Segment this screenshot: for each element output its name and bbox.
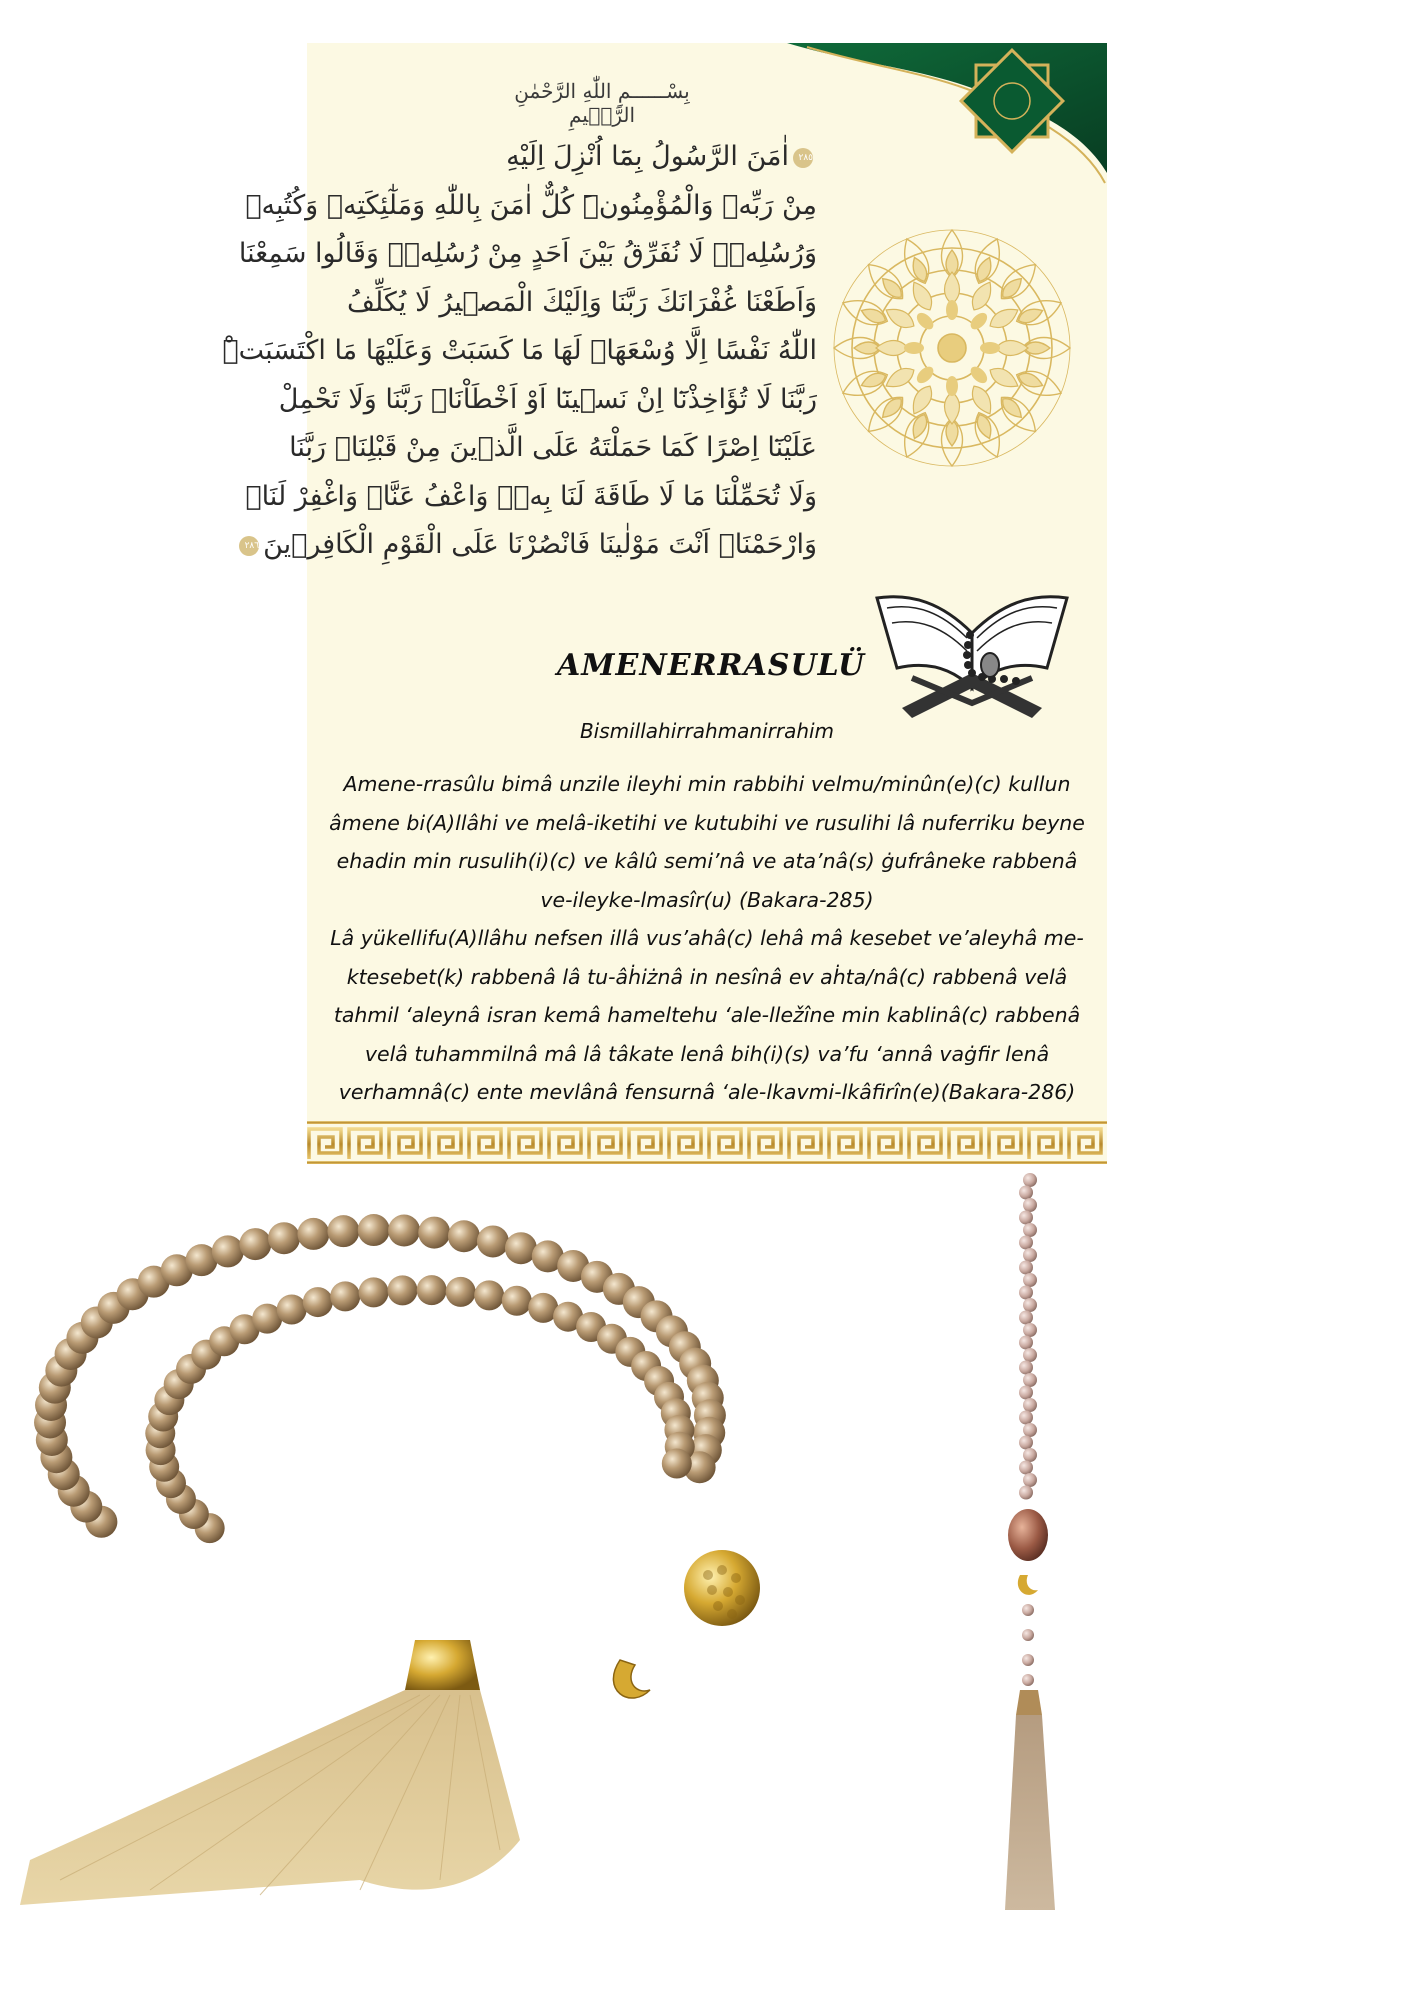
transliteration-line: tahmil ‘aleynâ isran kemâ hameltehu ‘ale-lležîne min kablinâ(c) rabbenâ — [333, 1003, 1081, 1027]
bead — [1019, 1361, 1033, 1375]
bead — [477, 1225, 509, 1257]
bead — [1022, 1629, 1034, 1641]
bead — [1023, 1423, 1037, 1437]
verse-marker: ٢٨٦ — [239, 536, 259, 556]
arabic-line: رَبَّنَا لَا تُؤَاخِذْنَٓا اِنْ نَس۪ينَٓا اَوْ اَخْطَاْنَاۚ رَبَّنَا وَلَا تَحْمِلْ — [278, 383, 817, 415]
bead — [1022, 1604, 1034, 1616]
bead — [388, 1275, 418, 1305]
basmala-heading: بِسْــــــمِ اللّٰهِ الرَّحْمٰنِ الرَّح۪يمِ — [514, 79, 690, 127]
arabic-line: مِنْ رَبِّه۪ وَالْمُؤْمِنُونَۜ كُلٌّ اٰمَنَ بِاللّٰهِ وَمَلٰٓئِكَتِه۪ وَكُتُبِه۪ — [245, 189, 817, 221]
hanging-bead-strand — [1019, 1173, 1037, 1686]
bead — [502, 1286, 532, 1316]
bead — [448, 1220, 480, 1252]
transliteration-line: verhamnâ(c) ente mevlânâ fensurnâ ‘ale-lkavmi-lkâfirîn(e)(Bakara-286) — [338, 1080, 1076, 1104]
bead — [327, 1215, 359, 1247]
bead — [330, 1281, 360, 1311]
arabic-line: وَاَطَعْنَا غُفْرَانَكَ رَبَّنَا وَاِلَيْكَ الْمَص۪يرُ لَا يُكَلِّفُ — [347, 286, 817, 318]
bead — [359, 1277, 389, 1307]
arabic-line: ٢٨٥اٰمَنَ الرَّسُولُ بِمَٓا اُنْزِلَ اِلَيْهِ — [506, 141, 813, 172]
hanging-prayer-beads-photo — [990, 1170, 1110, 1930]
bead — [1023, 1273, 1037, 1287]
bead — [1023, 1298, 1037, 1312]
gold-greek-key-border — [307, 1121, 1107, 1164]
bead — [1019, 1461, 1033, 1475]
gold-mandala-ornament — [827, 223, 1077, 473]
arabic-line: وَارْحَمْنَاࣞ اَنْتَ مَوْلٰينَا فَانْصُرْنَا عَلَى الْقَوْمِ الْكَافِر۪ينَ٢٨٦ — [347, 521, 817, 570]
bead — [474, 1280, 504, 1310]
bead — [662, 1448, 692, 1478]
bead — [277, 1295, 307, 1325]
bead — [1023, 1398, 1037, 1412]
bead — [1023, 1348, 1037, 1362]
bead — [1023, 1173, 1037, 1187]
transliteration-line: ktesebet(k) rabbenâ lâ tu-âḣiżnâ in nesînâ ev aḣta/nâ(c) rabbenâ velâ — [346, 964, 1068, 989]
bead — [1019, 1311, 1033, 1325]
bead — [1023, 1198, 1037, 1212]
bead — [1023, 1223, 1037, 1237]
bead — [1019, 1236, 1033, 1250]
bead — [1019, 1336, 1033, 1350]
bead — [1022, 1674, 1034, 1686]
bead — [1023, 1248, 1037, 1262]
bead — [1019, 1286, 1033, 1300]
bead — [1019, 1186, 1033, 1200]
arabic-text-block — [222, 133, 817, 570]
bead — [388, 1215, 420, 1247]
bead — [1023, 1473, 1037, 1487]
bead — [1022, 1654, 1034, 1666]
arabic-line: عَلَيْنَٓا اِصْرًا كَمَا حَمَلْتَهُ عَلَى الَّذ۪ينَ مِنْ قَبْلِنَاۚ رَبَّنَا — [289, 432, 817, 463]
page-title: AMENERRASULÜ — [557, 648, 866, 683]
bead — [1019, 1411, 1033, 1425]
bead — [1023, 1373, 1037, 1387]
bead — [1019, 1486, 1033, 1500]
transliteration-line: Lâ yükellifu(A)llâhu nefsen illâ vus’ahâ(c) lehâ mâ kesebet ve’aleyhâ me- — [330, 926, 1084, 950]
arabic-line: وَلَا تُحَمِّلْنَا مَا لَا طَاقَةَ لَنَا بِه۪ۚ وَاعْفُ عَنَّاࣞ وَاغْفِرْ لَنَاࣞ — [245, 480, 817, 512]
transliteration-line: âmene bi(A)llâhi ve melâ-iketihi ve kutubihi ve rusulihi lâ nuferriku beyne — [329, 810, 1085, 835]
bead — [239, 1228, 271, 1260]
bead — [1019, 1261, 1033, 1275]
bead-strands — [34, 1214, 726, 1543]
prayer-beads-photo — [0, 1190, 800, 1910]
transliteration-line: ve-ileyke-lmasîr(u) (Bakara-285) — [540, 887, 874, 912]
transliteration-line: ehadin min rusulih(i)(c) ve kâlû semi’nâ ve ata’nâ(s) ġufrâneke rabbenâ — [336, 849, 1078, 873]
subtitle: Bismillahirrahmanirrahim — [579, 719, 835, 743]
bead — [446, 1277, 476, 1307]
arabic-line: وَرُسُلِه۪ۜ لَا نُفَرِّقُ بَيْنَ اَحَدٍ مِنْ رُسُلِه۪ۜ وَقَالُوا سَمِعْنَا — [238, 238, 817, 269]
bead — [212, 1235, 244, 1267]
open-quran-book-icon — [872, 573, 1072, 733]
bead — [268, 1222, 300, 1254]
bead — [1019, 1436, 1033, 1450]
bead — [1023, 1448, 1037, 1462]
prayer-card — [222, 43, 1107, 1164]
arabic-line: اللّٰهُ نَفْسًا اِلَّا وُسْعَهَاۜ لَهَا مَا كَسَبَتْ وَعَلَيْهَا مَا اكْتَسَبَتْۜ — [222, 335, 817, 366]
verse-marker: ٢٨٥ — [793, 148, 813, 168]
bead — [297, 1218, 329, 1250]
bead — [418, 1217, 450, 1249]
transliteration-block — [317, 765, 1097, 1112]
bead — [358, 1214, 390, 1246]
bead — [303, 1287, 333, 1317]
bead — [1019, 1211, 1033, 1225]
green-corner-ornament — [787, 43, 1107, 193]
bead — [1019, 1386, 1033, 1400]
transliteration-line: Amene-rrasûlu bimâ unzile ileyhi min rabbihi velmu/minûn(e)(c) kullun — [343, 772, 1071, 796]
bead — [1023, 1323, 1037, 1337]
transliteration-line: velâ tuhammilnâ mâ lâ tâkate lenâ bih(i)(s) va’fu ‘annâ vaġfir lenâ — [364, 1041, 1050, 1066]
bead — [417, 1275, 447, 1305]
